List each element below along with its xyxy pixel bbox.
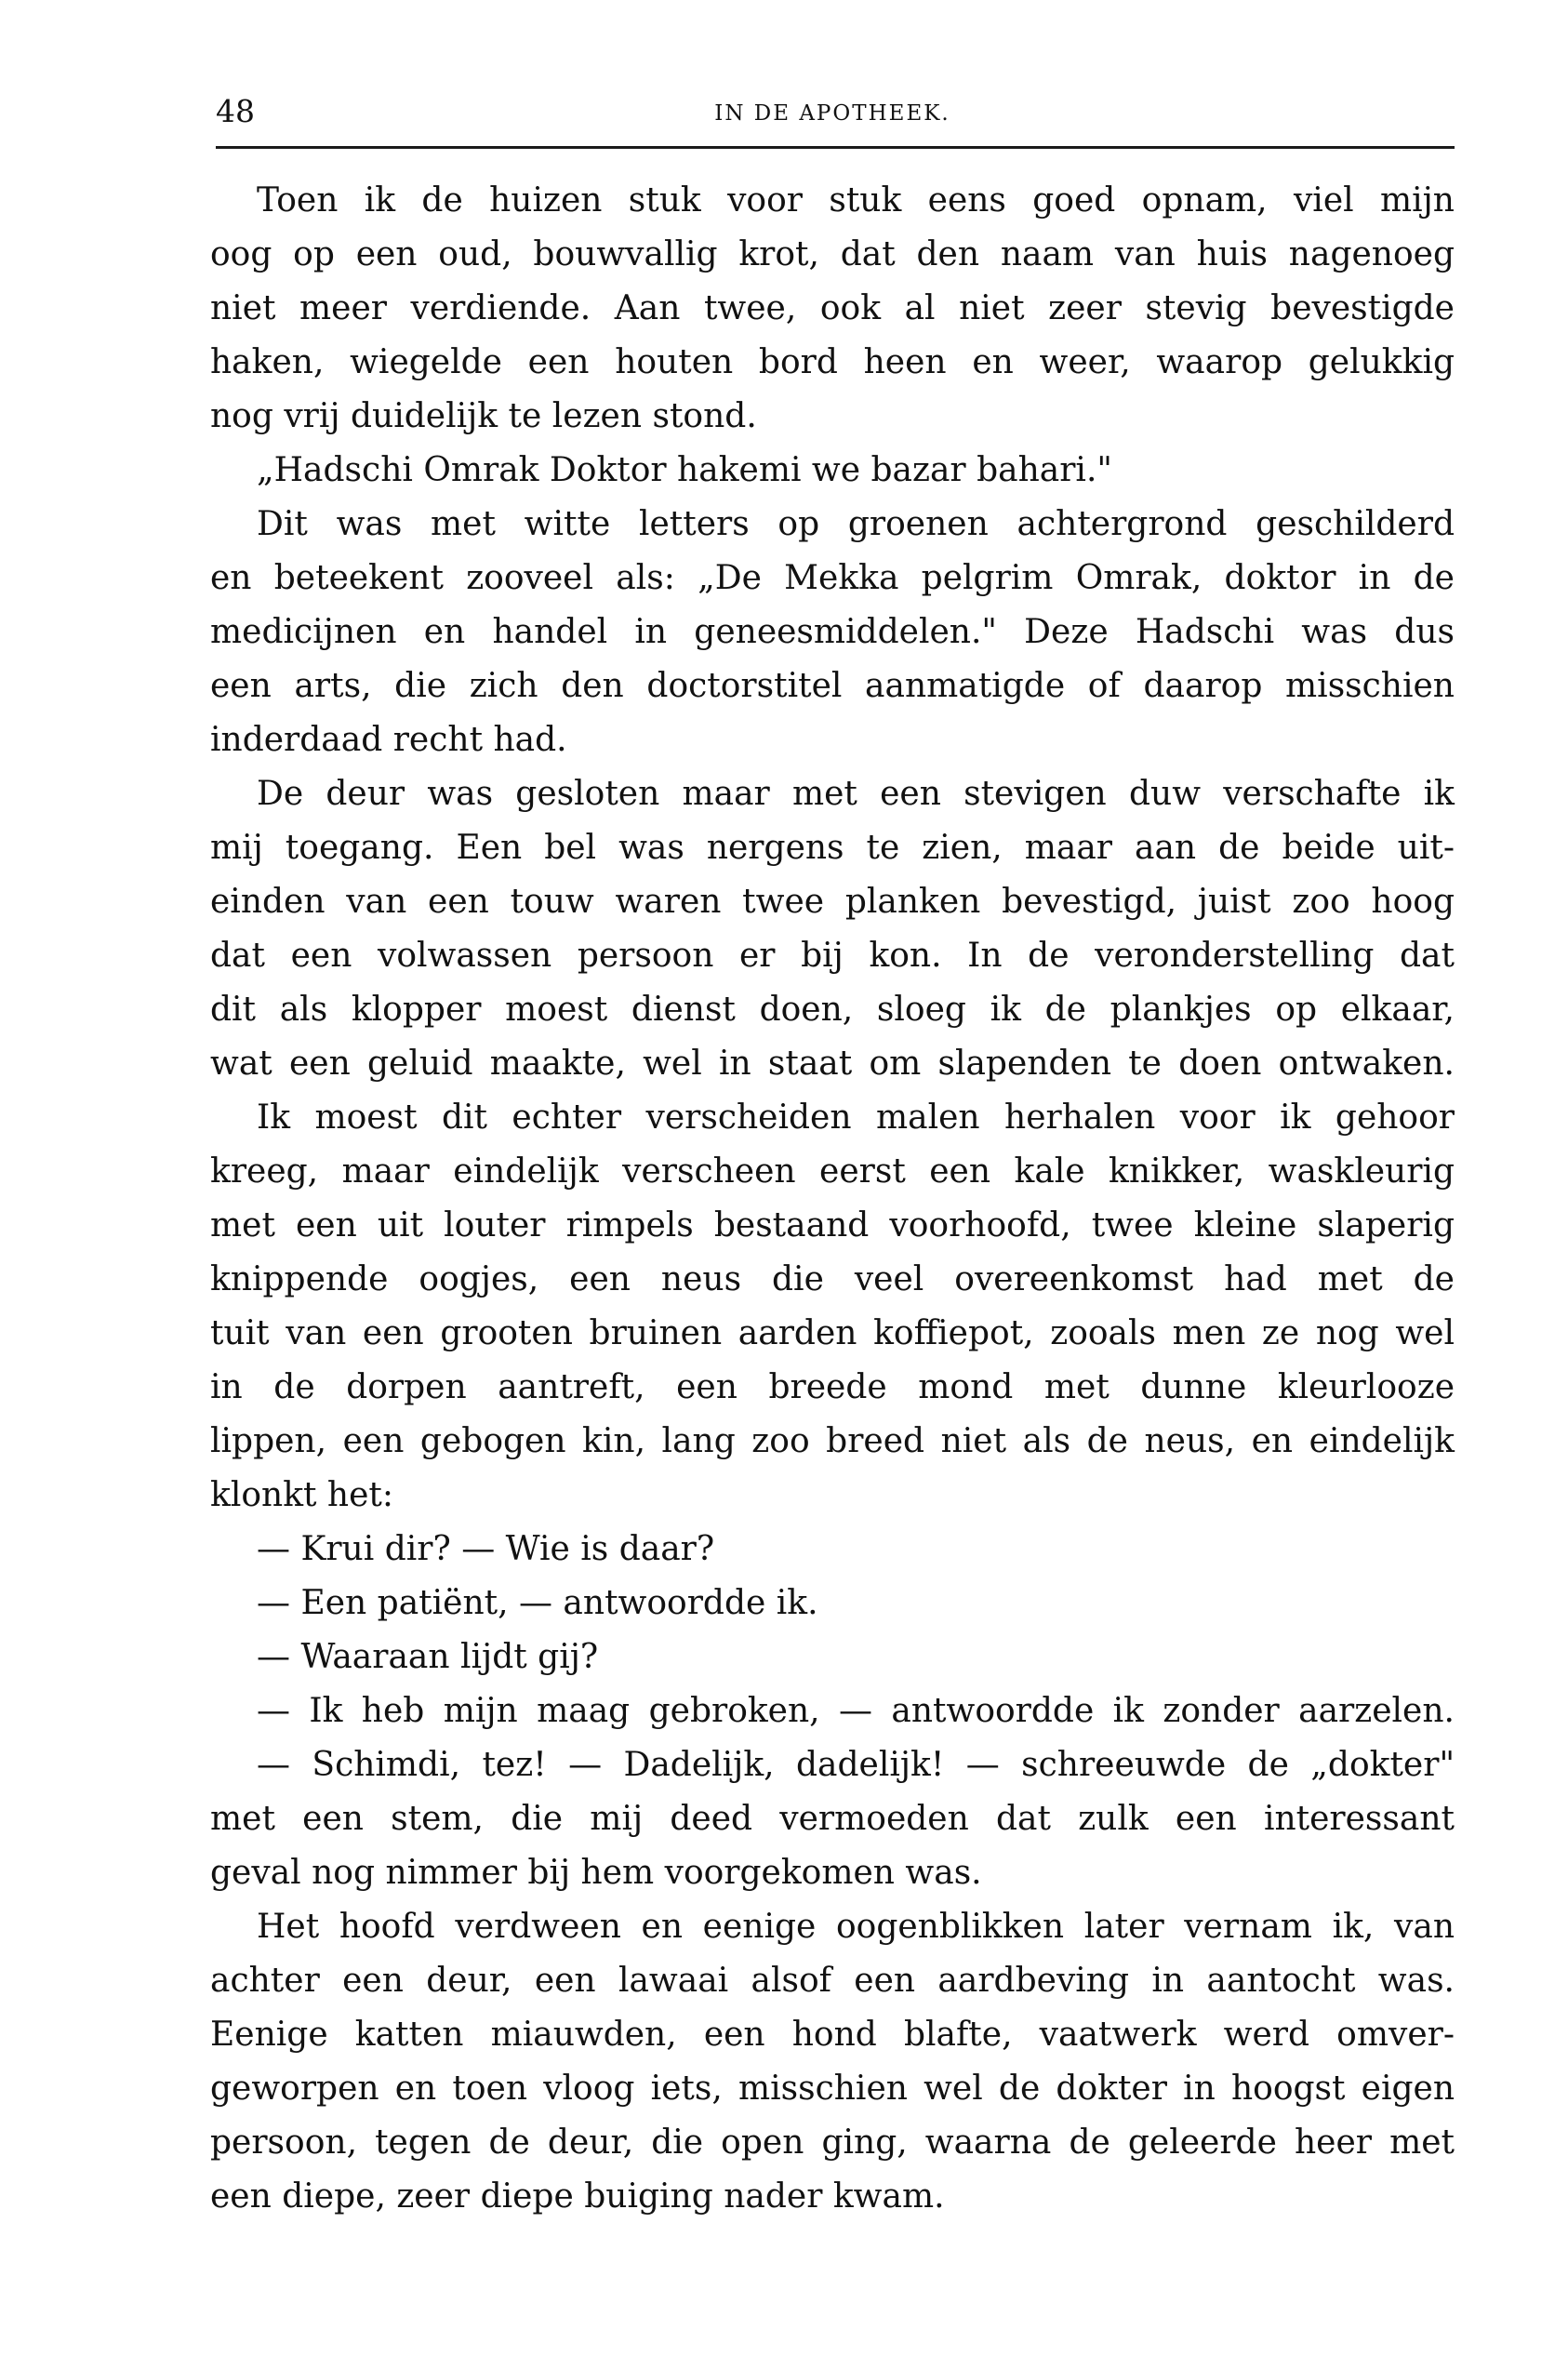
paragraph [210,444,1455,498]
text-line: dat een volwassen persoon er bij kon. In de veronderstelling dat [210,937,1455,975]
text-line: persoon, tegen de deur, die open ging, waarna de geleerde heer met [210,2123,1455,2162]
running-title: IN DE APOTHEEK. [714,101,950,126]
text-line: — Krui dir? — Wie is daar? [257,1530,715,1568]
paragraph [210,498,1455,767]
text-line: Eenige katten miauwden, een hond blafte, vaatwerk werd omver- [210,2016,1455,2054]
dialogue-line [210,1630,1455,1684]
text-line: De deur was gesloten maar met een stevigen duw verschafte ik [257,775,1455,813]
paragraph [210,1091,1455,1523]
text-line: Toen ik de huizen stuk voor stuk eens goed opnam, viel mijn [257,181,1455,220]
text-line: Het hoofd verdween en eenige oogenblikken later vernam ik, van [257,1908,1455,1946]
text-line: einden van een touw waren twee planken bevestigd, juist zoo hoog [210,883,1455,921]
text-line: wat een geluid maakte, wel in staat om slapenden te doen ontwaken. [210,1045,1455,1083]
text-line: — Ik heb mijn maag gebroken, — antwoordde ik zonder aarzelen. [257,1692,1455,1730]
text-line: achter een deur, een lawaai alsof een aardbeving in aantocht was. [210,1962,1455,2000]
text-line: nog vrij duidelijk te lezen stond. [210,397,757,435]
page-number: 48 [216,93,255,129]
text-line: een diepe, zeer diepe buiging nader kwam. [210,2177,945,2216]
book-page [210,88,1455,2216]
text-line: een arts, die zich den doctorstitel aanmatigde of daarop misschien [210,667,1455,705]
dialogue-line [210,1523,1455,1577]
running-head [210,88,1455,135]
text-line: niet meer verdiende. Aan twee, ook al niet zeer stevig bevestigde [210,289,1455,327]
header-rule [216,146,1455,149]
text-line: knippende oogjes, een neus die veel overeenkomst had met de [210,1260,1455,1298]
dialogue-line [210,1684,1455,1738]
text-line: inderdaad recht had. [210,721,567,759]
text-line: met een uit louter rimpels bestaand voorhoofd, twee kleine slaperig [210,1206,1455,1244]
text-line: geworpen en toen vloog iets, misschien wel de dokter in hoogst eigen [210,2070,1455,2108]
text-line: Dit was met witte letters op groenen achtergrond geschilderd [257,505,1455,543]
text-line: met een stem, die mij deed vermoeden dat zulk een interessant [210,1800,1455,1838]
text-line: kreeg, maar eindelijk verscheen eerst een kale knikker, waskleurig [210,1152,1455,1191]
text-line: lippen, een gebogen kin, lang zoo breed niet als de neus, en eindelijk [210,1422,1455,1460]
text-line: medicijnen en handel in geneesmiddelen." Deze Hadschi was dus [210,613,1455,651]
text-line: in de dorpen aantreft, een breede mond met dunne kleurlooze [210,1368,1455,1406]
paragraph [210,174,1455,444]
text-line: — Schimdi, tez! — Dadelijk, dadelijk! — schreeuwde de „dokter" [257,1746,1455,1784]
text-line: oog op een oud, bouwvallig krot, dat den naam van huis nagenoeg [210,235,1455,273]
text-line: en beteekent zooveel als: „De Mekka pelgrim Omrak, doktor in de [210,559,1455,597]
text-line: haken, wiegelde een houten bord heen en weer, waarop gelukkig [210,343,1455,381]
text-line: „Hadschi Omrak Doktor hakemi we bazar bahari." [257,451,1112,489]
dialogue-line [210,1738,1455,1900]
paragraph [210,1900,1455,2224]
body-text [210,174,1455,2224]
text-line: — Waaraan lijdt gij? [257,1638,599,1676]
paragraph [210,767,1455,1091]
text-line: dit als klopper moest dienst doen, sloeg ik de plankjes op elkaar, [210,991,1455,1029]
dialogue-line [210,1577,1455,1630]
text-line: tuit van een grooten bruinen aarden koffiepot, zooals men ze nog wel [210,1314,1455,1352]
text-line: geval nog nimmer bij hem voorgekomen was. [210,1854,982,1892]
text-line: Ik moest dit echter verscheiden malen herhalen voor ik gehoor [257,1098,1455,1137]
text-line: klonkt het: [210,1476,393,1514]
text-line: mij toegang. Een bel was nergens te zien, maar aan de beide uit- [210,829,1455,867]
text-line: — Een patiënt, — antwoordde ik. [257,1584,818,1622]
